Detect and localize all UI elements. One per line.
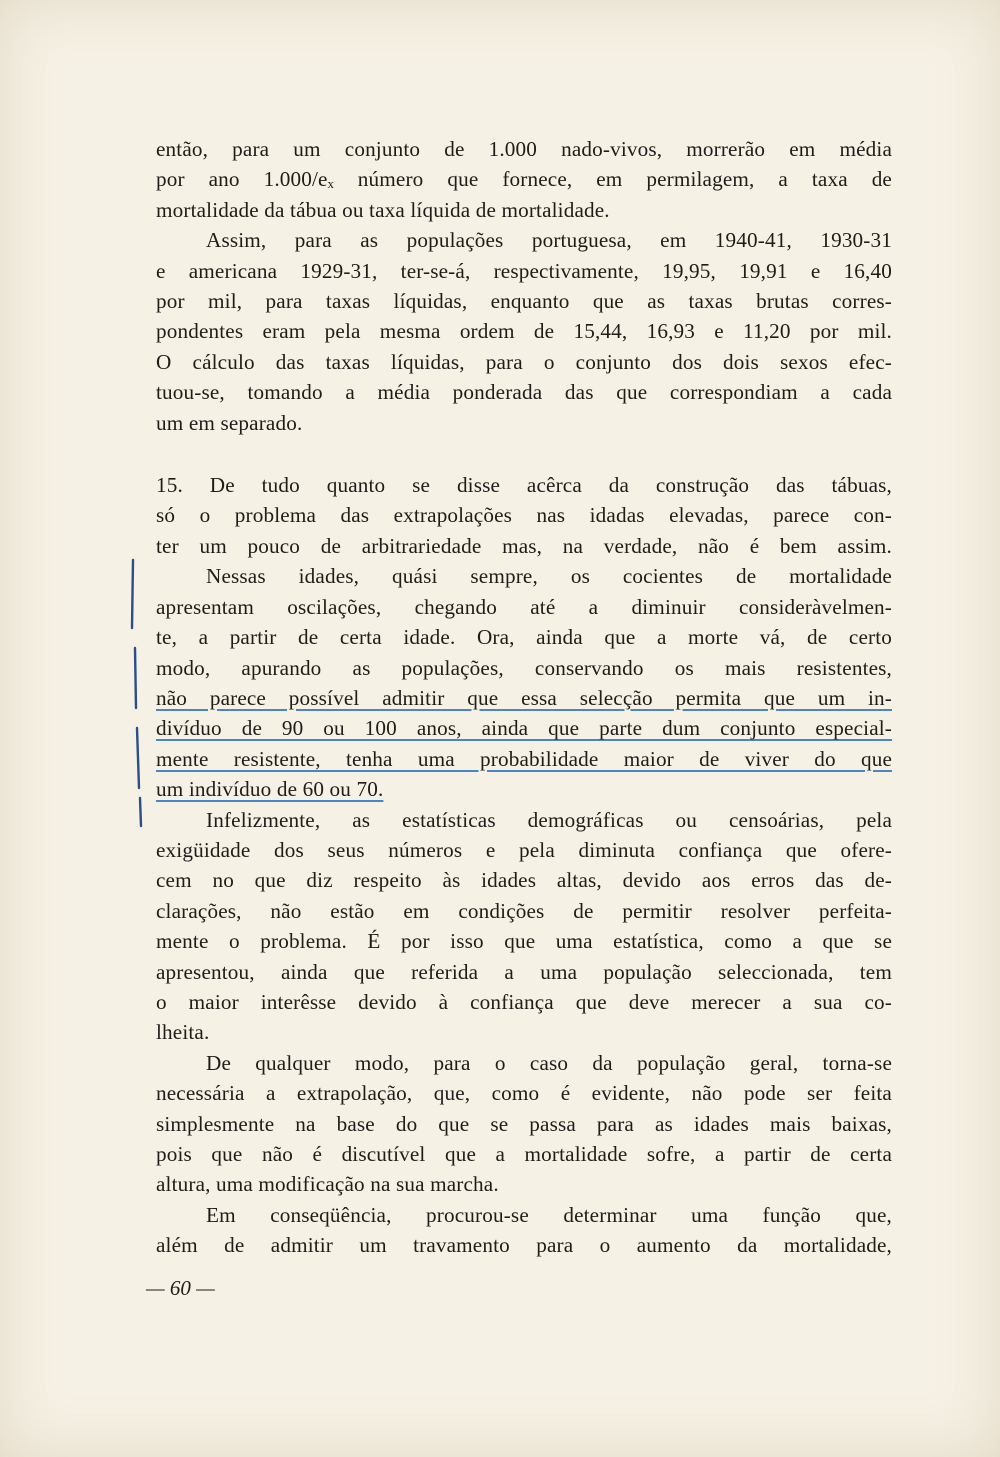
- text-line: O cálculo das taxas líquidas, para o conjunto dos dois sexos efec-: [156, 349, 892, 374]
- text-line: te, a partir de certa idade. Ora, ainda que a morte vá, de certo: [156, 625, 892, 650]
- text-line: Em conseqüência, procurou-se determinar uma função que,: [206, 1202, 892, 1227]
- text-line: apresentam oscilações, chegando até a diminuir consideràvelmen-: [156, 594, 892, 619]
- text-line: De qualquer modo, para o caso da população geral, torna-se: [206, 1050, 892, 1075]
- text-line: Nessas idades, quási sempre, os cocientes de mortalidade: [206, 564, 892, 589]
- text-line: cem no que diz respeito às idades altas, devido aos erros das de-: [156, 868, 892, 893]
- text-line: exigüidade dos seus números e pela diminuta confiança que ofere-: [156, 837, 892, 862]
- body-text: [156, 134, 892, 1261]
- text-line: Assim, para as populações portuguesa, em 1940-41, 1930-31: [206, 228, 892, 253]
- page-number: — 60 —: [146, 1276, 215, 1300]
- text-line: um em separado.: [156, 410, 303, 435]
- text-line: o maior interêsse devido à confiança que deve merecer a sua co-: [156, 989, 892, 1014]
- text-line: por ano 1.000/eₓ número que fornece, em permilagem, a taxa de: [156, 167, 892, 192]
- text-line: tuou-se, tomando a média ponderada das que correspondiam a cada: [156, 380, 892, 405]
- text-line: além de admitir um travamento para o aumento da mortalidade,: [156, 1233, 892, 1258]
- text-line: altura, uma modificação na sua marcha.: [156, 1172, 499, 1197]
- text-line: clarações, não estão em condições de permitir resolver perfeita-: [156, 898, 892, 923]
- text-line: pondentes eram pela mesma ordem de 15,44, 16,93 e 11,20 por mil.: [156, 319, 892, 344]
- underlined-text-line: não parece possível admitir que essa selecção permita que um in-: [156, 685, 892, 710]
- text-line: e americana 1929-31, ter-se-á, respectivamente, 19,95, 19,91 e 16,40: [156, 258, 892, 283]
- text-line: só o problema das extrapolações nas idadas elevadas, parece con-: [156, 503, 892, 528]
- text-line: modo, apurando as populações, conservando os mais resistentes,: [156, 655, 892, 680]
- text-line: pois que não é discutível que a mortalidade sofre, a partir de certa: [156, 1142, 892, 1166]
- margin-annotation-line: [128, 558, 150, 828]
- text-line: ter um pouco de arbitrariedade mas, na verdade, não é bem assim.: [156, 533, 892, 558]
- text-line: mortalidade da tábua ou taxa líquida de mortalidade.: [156, 197, 610, 222]
- underlined-text-line: um indivíduo de 60 ou 70.: [156, 777, 384, 802]
- underlined-text-line: mente resistente, tenha uma probabilidade maior de viver do que: [156, 746, 892, 771]
- text-line: necessária a extrapolação, que, como é evidente, não pode ser feita: [156, 1081, 892, 1106]
- text-line: mente o problema. É por isso que uma estatística, como a que se: [156, 929, 892, 954]
- text-line: apresentou, ainda que referida a uma população seleccionada, tem: [156, 959, 892, 984]
- text-line: então, para um conjunto de 1.000 nado-vivos, morrerão em média: [156, 137, 892, 161]
- text-line: 15. De tudo quanto se disse acêrca da construção das tábuas,: [156, 473, 892, 498]
- text-line: Infelizmente, as estatísticas demográficas ou censoárias, pela: [206, 807, 892, 832]
- text-line: simplesmente na base do que se passa para as idades mais baixas,: [156, 1111, 892, 1136]
- text-line: lheita.: [156, 1020, 210, 1045]
- underlined-text-line: divíduo de 90 ou 100 anos, ainda que parte dum conjunto especial-: [156, 716, 892, 741]
- paragraph-gap: [156, 438, 892, 470]
- text-line: por mil, para taxas líquidas, enquanto que as taxas brutas corres-: [156, 289, 892, 314]
